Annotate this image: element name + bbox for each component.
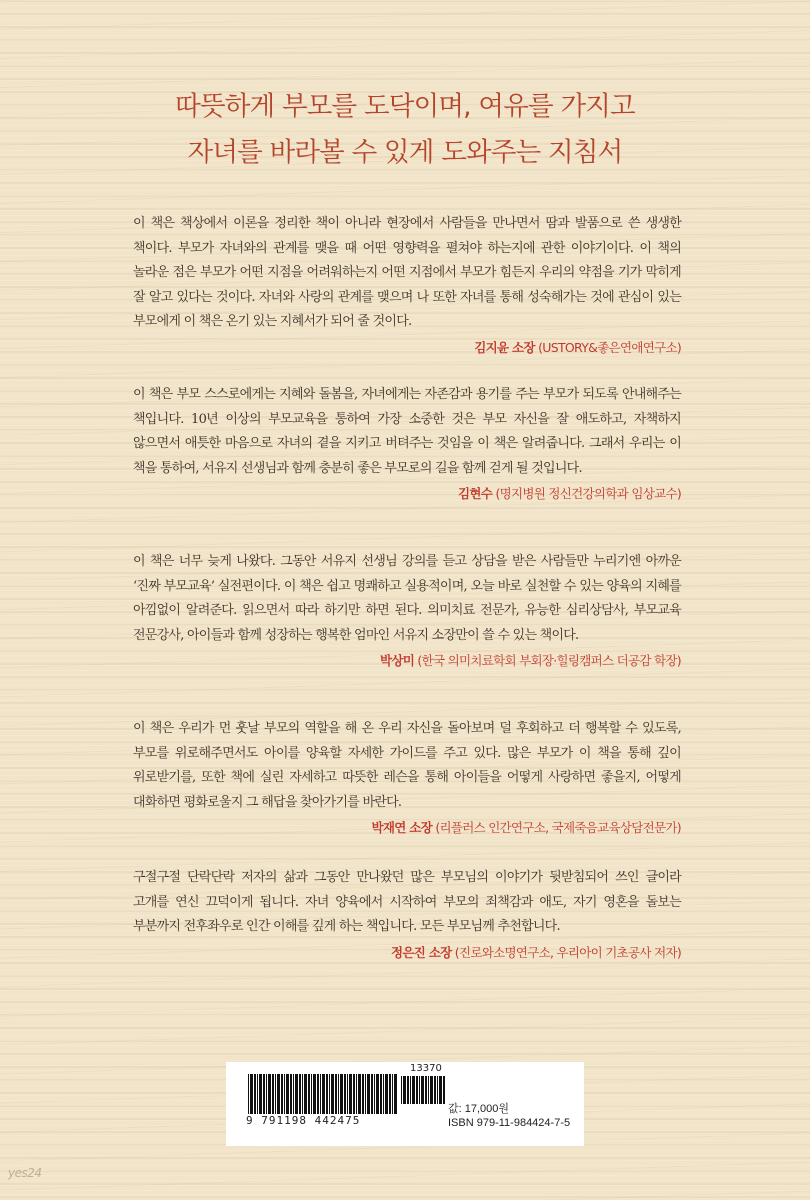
barcode-bar bbox=[401, 1076, 402, 1104]
isbn-barcode bbox=[248, 1074, 398, 1114]
barcode-bar bbox=[338, 1074, 339, 1114]
review-credit bbox=[133, 650, 681, 672]
review-text: 이 책은 책상에서 이론을 정리한 책이 아니라 현장에서 사람들을 만나면서 땀과 발품으로 쓴 생생한 책이다. 부모가 자녀와의 관계를 맺을 때 어떤 영향력을 펼쳐야 하는지에 관한 이야기이다. 이 책의 놀라운 점은 부모가 어떤 지점을 어려워하는지 어떤 지점에서 부모가 힘든지 우리의 약점을 기가 막히게 잘 알고 있다는 것이다. 자녀와 사랑의 관계를 맺으며 나 또한 자녀를 통해 성숙해가는 것에 관심이 있는 부모에게 이 책은 온기 있는 지혜서가 되어 줄 것이다. bbox=[133, 216, 681, 329]
barcode-bar bbox=[259, 1074, 262, 1114]
barcode-bar bbox=[340, 1074, 343, 1114]
reviewer-name: 박재연 소장 bbox=[371, 820, 433, 835]
review-text: 이 책은 부모 스스로에게는 지혜와 돌봄을, 자녀에게는 자존감과 용기를 주는 부모가 되도록 안내해주는 책입니다. 10년 이상의 부모교육을 통하여 가장 소중한 것은 부모 자신을 잘 애도하고, 자책하지 않으면서 애틋한 마음으로 자녀의 곁을 지키고 버텨주는 것임을 이 책은 알려줍니다. 그래서 우리는 이 책을 통하여, 서유지 선생님과 함께 충분히 좋은 부모로의 길을 함께 걷게 될 것입니다. bbox=[133, 387, 681, 476]
barcode-bar bbox=[392, 1074, 393, 1114]
barcode-bar bbox=[313, 1074, 316, 1114]
review-credit bbox=[133, 817, 681, 839]
barcode-bar bbox=[268, 1074, 271, 1114]
barcode-bar bbox=[326, 1074, 328, 1114]
barcode-bar bbox=[439, 1076, 442, 1104]
reviewer-name: 김지윤 소장 bbox=[474, 339, 535, 355]
isbn-barcode-box bbox=[226, 1062, 584, 1146]
barcode-bar bbox=[347, 1074, 348, 1114]
barcode-bar bbox=[383, 1074, 384, 1114]
review-text: 이 책은 우리가 먼 훗날 부모의 역할을 해 온 우리 자신을 돌아보며 덜 후회하고 더 행복할 수 있도록, 부모를 위로해주면서도 아이를 양육할 자세한 가이드를 주고 있다. 많은 부모가 이 책을 통해 깊이 위로받기를, 또한 책에 실린 자세하고 따뜻한 레슨을 통해 아이들을 어떻게 사랑하면 좋을지, 어떻게 대화하면 평화로울지 그 해답을 찾아가기를 바란다. bbox=[133, 721, 681, 810]
barcode-bar bbox=[349, 1074, 352, 1114]
review-3 bbox=[133, 550, 681, 672]
barcode-bar bbox=[295, 1074, 298, 1114]
barcode-bar bbox=[425, 1076, 427, 1104]
barcode-bar bbox=[311, 1074, 312, 1114]
barcode-bar bbox=[250, 1074, 253, 1114]
headline-line-2: 자녀를 바라볼 수 있게 도와주는 지침서 bbox=[187, 137, 623, 168]
reviewer-name: 박상미 bbox=[379, 653, 415, 668]
price-label: 값: 17,000원 bbox=[448, 1103, 510, 1115]
reviewer-name: 정은진 소장 bbox=[390, 944, 452, 960]
review-text: 구절구절 단락단락 저자의 삶과 그동안 만나왔던 많은 부모님의 이야기가 뒷받침되어 쓰인 글이라 고개를 연신 끄덕이게 됩니다. 자녀 양육에서 시작하여 부모의 죄책감과 애도, 자기 영혼을 돌보는 부분까지 전후좌우로 인간 이해를 깊게 하는 책입니다. 모든 부모님께 추천합니다. bbox=[133, 870, 681, 934]
barcode-bar bbox=[281, 1074, 283, 1114]
barcode-bar bbox=[403, 1076, 406, 1104]
barcode-bar bbox=[263, 1074, 265, 1114]
barcode-bar bbox=[385, 1074, 388, 1114]
barcode-digits: 9 791198 442475 bbox=[246, 1114, 361, 1127]
addon-barcode bbox=[401, 1076, 445, 1104]
barcode-bar bbox=[284, 1074, 285, 1114]
review-1 bbox=[133, 212, 681, 359]
barcode-bar bbox=[394, 1074, 397, 1114]
reviewer-affiliation: (리플러스 인간연구소, 국제죽음교육상담전문가) bbox=[435, 820, 681, 835]
barcode-bar bbox=[367, 1074, 370, 1114]
barcode-bar bbox=[272, 1074, 274, 1114]
barcode-bar bbox=[254, 1074, 256, 1114]
barcode-bar bbox=[329, 1074, 330, 1114]
reviewer-affiliation: (USTORY&좋은연애연구소) bbox=[538, 339, 681, 355]
barcode-bar bbox=[419, 1076, 420, 1104]
barcode-bar bbox=[331, 1074, 334, 1114]
barcode-bar bbox=[344, 1074, 346, 1114]
barcode-bar bbox=[410, 1076, 411, 1104]
reviewer-affiliation: (진로와소명연구소, 우리아이 기초공사 저자) bbox=[454, 944, 681, 960]
headline-line-1: 따뜻하게 부모를 도닥이며, 여유를 가지고 bbox=[175, 91, 635, 122]
barcode-bar bbox=[389, 1074, 391, 1114]
barcode-bar bbox=[362, 1074, 364, 1114]
barcode-bar bbox=[407, 1076, 409, 1104]
barcode-bar bbox=[353, 1074, 355, 1114]
barcode-bar bbox=[416, 1076, 418, 1104]
barcode-bar bbox=[275, 1074, 276, 1114]
barcode-bar bbox=[335, 1074, 337, 1114]
barcode-bar bbox=[428, 1076, 429, 1104]
barcode-bar bbox=[290, 1074, 292, 1114]
barcode-bar bbox=[266, 1074, 267, 1114]
barcode-bar bbox=[356, 1074, 357, 1114]
addon-number: 13370 bbox=[410, 1063, 442, 1074]
barcode-bar bbox=[302, 1074, 303, 1114]
barcode-bar bbox=[286, 1074, 289, 1114]
review-5 bbox=[133, 866, 681, 964]
barcode-bar bbox=[443, 1076, 445, 1104]
barcode-bar bbox=[293, 1074, 294, 1114]
review-credit bbox=[133, 337, 681, 359]
barcode-bar bbox=[421, 1076, 424, 1104]
barcode-bar bbox=[304, 1074, 307, 1114]
reviewer-affiliation: (한국 의미치료학회 부회장·힐링캠퍼스 더공감 학장) bbox=[417, 653, 681, 668]
barcode-bar bbox=[374, 1074, 375, 1114]
review-text: 이 책은 너무 늦게 나왔다. 그동안 서유지 선생님 강의를 듣고 상담을 받은 사람들만 누리기엔 아까운 ‘진짜 부모교육’ 실전편이다. 이 책은 쉽고 명쾌하고 실용적이며, 오늘 바로 실천할 수 있는 양육의 지혜를 아낌없이 알려준다. 읽으면서 따라 하기만 하면 된다. 의미치료 전문가, 유능한 심리상담사, 부모교육 전문강사, 아이들과 함께 성장하는 행복한 엄마인 서유지 소장만이 쓸 수 있는 책이다. bbox=[133, 554, 681, 643]
barcode-bar bbox=[434, 1076, 436, 1104]
barcode-bar bbox=[317, 1074, 319, 1114]
barcode-bar bbox=[430, 1076, 433, 1104]
barcode-bar bbox=[412, 1076, 415, 1104]
barcode-bar bbox=[257, 1074, 258, 1114]
barcode-bar bbox=[376, 1074, 379, 1114]
review-2 bbox=[133, 383, 681, 505]
barcode-bar bbox=[308, 1074, 310, 1114]
isbn-label: ISBN 979-11-984424-7-5 bbox=[448, 1117, 571, 1129]
reviewer-affiliation: (명지병원 정신건강의학과 임상교수) bbox=[495, 486, 681, 501]
barcode-bar bbox=[322, 1074, 325, 1114]
reviewer-name: 김현수 bbox=[458, 486, 493, 501]
publisher-logo: yes24 bbox=[8, 1166, 42, 1180]
barcode-bar bbox=[358, 1074, 361, 1114]
barcode-bar bbox=[248, 1074, 249, 1114]
barcode-bar bbox=[299, 1074, 301, 1114]
headline bbox=[0, 84, 810, 176]
barcode-bar bbox=[380, 1074, 382, 1114]
barcode-bar bbox=[437, 1076, 438, 1104]
review-credit bbox=[133, 483, 681, 505]
barcode-bar bbox=[320, 1074, 321, 1114]
barcode-bar bbox=[277, 1074, 280, 1114]
barcode-bar bbox=[365, 1074, 366, 1114]
review-4 bbox=[133, 717, 681, 839]
review-credit bbox=[133, 942, 681, 964]
barcode-bar bbox=[371, 1074, 373, 1114]
